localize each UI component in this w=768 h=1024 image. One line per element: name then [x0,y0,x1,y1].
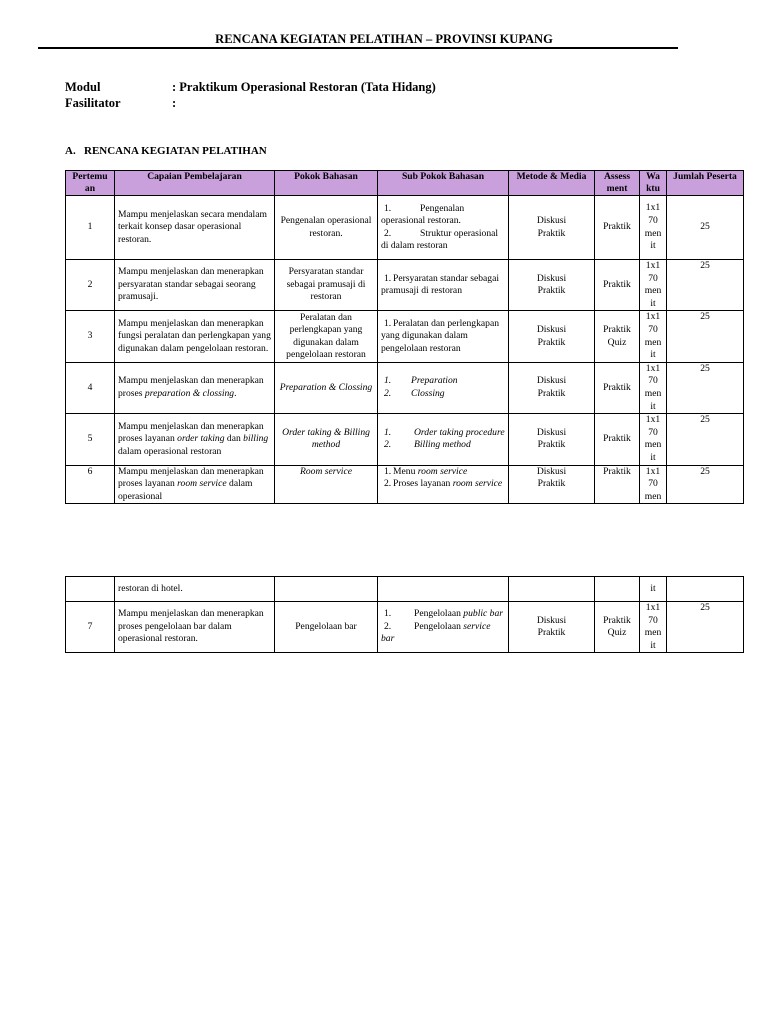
table-row [66,311,744,362]
sub-item: 1. Pengenalan operasional restoran. [381,202,465,226]
assessment-cell: Praktik [595,414,640,465]
waktu-cell: 1x1 70 men it [640,311,667,362]
document-title: RENCANA KEGIATAN PELATIHAN – PROVINSI KUPANG [215,32,553,46]
fasilitator-label: Fasilitator [65,96,121,110]
pokok-cell [275,577,378,602]
sub-pokok-cell [378,362,509,413]
capaian-cell: restoran di hotel. [115,577,275,602]
jumlah-cell: 25 [667,602,744,653]
waktu-cell: 1x1 70 men it [640,362,667,413]
sub-item: 2. Proses layanan room service [384,478,503,489]
title-underline [38,47,678,49]
section-number: A. [65,145,76,157]
capaian-cell: Mampu menjelaskan dan menerapkan proses layanan order taking dan billing dalam operasional restoran [115,414,275,465]
jumlah-cell: 25 [667,260,744,311]
sub-pokok-cell [378,602,509,653]
col-header-capaian: Capaian Pembelajaran [115,171,275,196]
metode-cell: Diskusi Praktik [509,260,595,311]
pertemuan-cell: 1 [66,196,115,260]
sub-item: 1. Preparation [384,375,458,387]
modul-value: : Praktikum Operasional Restoran (Tata Hidang) [172,80,436,94]
capaian-cell: Mampu menjelaskan dan menerapkan proses preparation & clossing. [115,362,275,413]
metode-cell: Diskusi Praktik [509,362,595,413]
table-row [66,465,744,504]
sub-pokok-cell [378,577,509,602]
table-row [66,362,744,413]
assessment-cell: Praktik [595,260,640,311]
table-row [66,260,744,311]
rencana-table-part-1 [65,170,744,504]
section-title: RENCANA KEGIATAN PELATIHAN [84,145,267,157]
col-header-pokok: Pokok Bahasan [275,171,378,196]
jumlah-cell: 25 [667,465,744,504]
sub-item: 2. Billing method [384,439,471,451]
pertemuan-cell: 5 [66,414,115,465]
metode-cell: Diskusi Praktik [509,414,595,465]
jumlah-cell: 25 [667,362,744,413]
pertemuan-cell: 2 [66,260,115,311]
modul-line [65,80,436,95]
table-row [66,602,744,653]
pokok-cell: Order taking & Billing method [275,414,378,465]
capaian-cell: Mampu menjelaskan dan menerapkan fungsi peralatan dan perlengkapan yang digunakan dalam pengelolaan restoran. [115,311,275,362]
pokok-cell: Preparation & Clossing [275,362,378,413]
jumlah-cell: 25 [667,196,744,260]
waktu-cell: 1x1 70 men it [640,602,667,653]
metode-cell: Diskusi Praktik [509,602,595,653]
metode-cell: Diskusi Praktik [509,465,595,504]
waktu-cell: it [640,577,667,602]
waktu-cell: 1x1 70 men it [640,414,667,465]
sub-item: 1. Persyaratan standar sebagai pramusaji di restoran [381,272,500,297]
pokok-cell: Pengenalan operasional restoran. [275,196,378,260]
sub-pokok-cell [378,465,509,504]
pokok-cell: Room service [275,465,378,504]
modul-label: Modul [65,80,101,94]
rencana-table-part-2 [65,576,744,653]
sub-item: 2. Pengelolaan service bar [381,620,491,645]
pertemuan-cell: 4 [66,362,115,413]
pokok-cell: Pengelolaan bar [275,602,378,653]
pokok-cell: Peralatan dan perlengkapan yang digunakan dalam pengelolaan restoran [275,311,378,362]
sub-item: 1. Order taking procedure [384,426,505,438]
capaian-cell: Mampu menjelaskan secara mendalam terkait konsep dasar operasional restoran. [115,196,275,260]
sub-pokok-cell [378,196,509,260]
pertemuan-cell: 7 [66,602,115,653]
col-header-waktu: Wa ktu [640,171,667,196]
fasilitator-value: : [172,96,177,110]
table-row-continuation [66,577,744,602]
jumlah-cell: 25 [667,311,744,362]
metode-cell: Diskusi Praktik [509,311,595,362]
waktu-cell: 1x1 70 men it [640,260,667,311]
col-header-assessment: Assess ment [595,171,640,196]
sub-item: 1. Menu room service [384,465,468,477]
col-header-sub-pokok: Sub Pokok Bahasan [378,171,509,196]
pertemuan-cell [66,577,115,602]
waktu-cell: 1x1 70 men it [640,196,667,260]
assessment-cell: Praktik Quiz [595,311,640,362]
table-row [66,414,744,465]
sub-pokok-cell [378,311,509,362]
sub-item: 2. Clossing [384,387,445,399]
assessment-cell [595,577,640,602]
waktu-cell: 1x1 70 men [640,465,667,504]
sub-pokok-cell [378,414,509,465]
sub-item: 2. Struktur operasional di dalam restoran [381,227,499,251]
assessment-cell: Praktik [595,362,640,413]
jumlah-cell [667,577,744,602]
section-heading [65,145,267,157]
capaian-cell: Mampu menjelaskan dan menerapkan persyaratan standar sebagai seorang pramusaji. [115,260,275,311]
capaian-cell: Mampu menjelaskan dan menerapkan proses layanan room service dalam operasional [115,465,275,504]
pertemuan-cell: 3 [66,311,115,362]
table-header-row [66,171,744,196]
assessment-cell: Praktik [595,465,640,504]
col-header-jumlah: Jumlah Peserta [667,171,744,196]
metode-cell [509,577,595,602]
pokok-cell: Persyaratan standar sebagai pramusaji di restoran [275,260,378,311]
fasilitator-line [65,96,176,111]
metode-cell: Diskusi Praktik [509,196,595,260]
assessment-cell: Praktik [595,196,640,260]
assessment-cell: Praktik Quiz [595,602,640,653]
capaian-cell: Mampu menjelaskan dan menerapkan proses pengelolaan bar dalam operasional restoran. [115,602,275,653]
pertemuan-cell: 6 [66,465,115,504]
jumlah-cell: 25 [667,414,744,465]
sub-item: 1. Pengelolaan public bar [384,608,504,620]
sub-pokok-cell [378,260,509,311]
sub-item: 1. Peralatan dan perlengkapan yang digunakan dalam pengelolaan restoran [381,317,500,354]
table-row [66,196,744,260]
col-header-pertemuan: Pertemu an [66,171,115,196]
col-header-metode: Metode & Media [509,171,595,196]
